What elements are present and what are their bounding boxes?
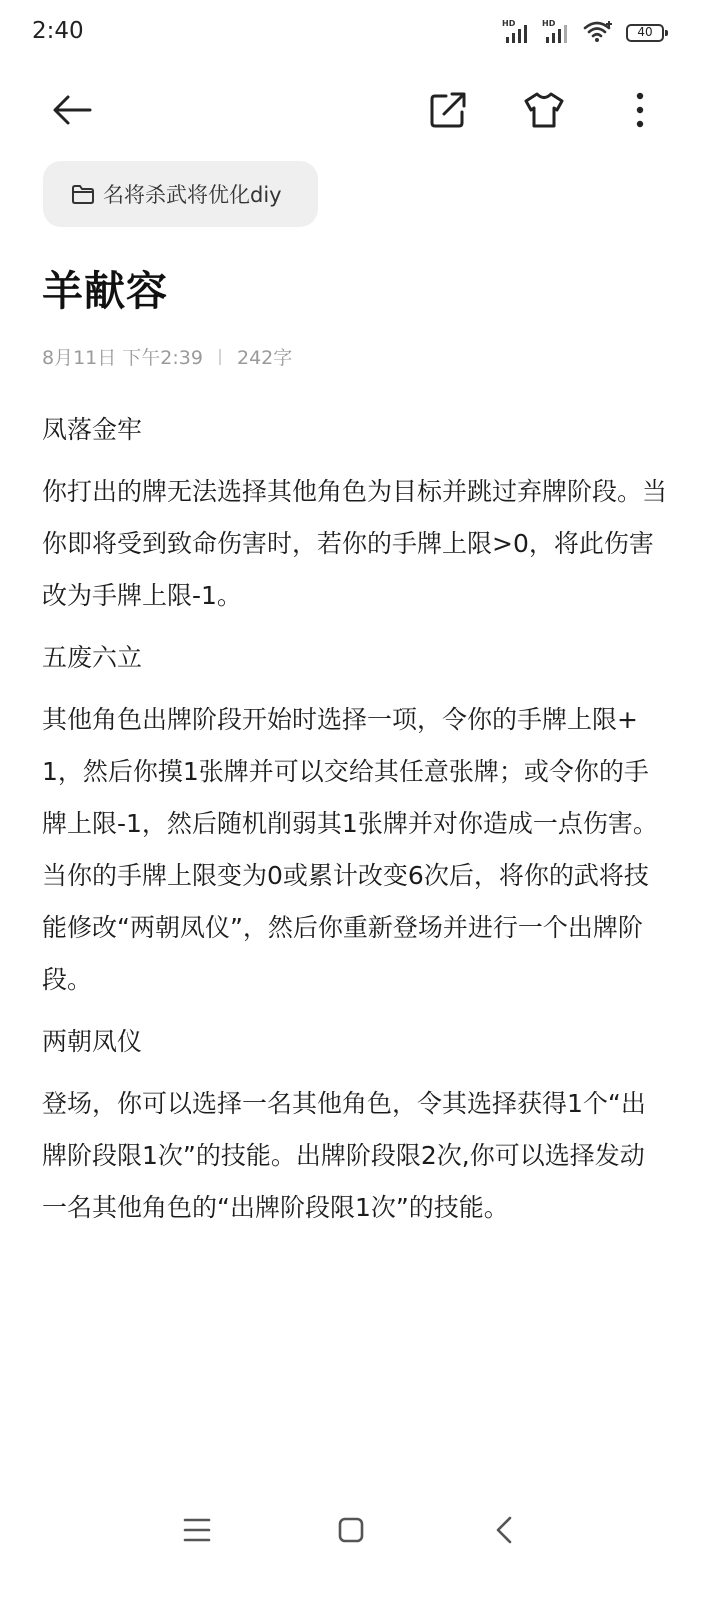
recent-apps-button[interactable]: [175, 1508, 219, 1552]
skill-name: 五废六立: [42, 643, 143, 672]
theme-button[interactable]: [520, 86, 568, 134]
signal-hd-label: HD: [502, 19, 516, 28]
menu-icon: [183, 1517, 211, 1543]
signal-icon: [542, 21, 574, 45]
note-meta: [42, 343, 292, 370]
status-icons: [502, 20, 664, 46]
signal-hd-label: HD: [542, 19, 556, 28]
back-button[interactable]: [48, 86, 96, 134]
skill-description: 登场，你可以选择一名其他角色，令其选择获得1个“出牌阶段限1次”的技能。出牌阶段限2次,你可以选择发动一名其他角色的“出牌阶段限1次”的技能。: [42, 1089, 646, 1222]
skill-description: 你打出的牌无法选择其他角色为目标并跳过弃牌阶段。当你即将受到致命伤害时，若你的手牌上限>0，将此伤害改为手牌上限-1。: [42, 477, 668, 610]
note-date: 8月11日 下午2:39: [42, 347, 203, 369]
navigation-bar: [0, 1500, 720, 1560]
home-button[interactable]: [329, 1508, 373, 1552]
folder-chip[interactable]: [43, 161, 318, 227]
skill-name: 凤落金牢: [42, 415, 143, 444]
skill-name: 两朝凤仪: [42, 1027, 143, 1056]
share-button[interactable]: [424, 86, 472, 134]
toolbar: [0, 72, 720, 148]
folder-label: 名将杀武将优化diy: [103, 183, 282, 207]
home-icon: [337, 1516, 365, 1544]
skill-description: 其他角色出牌阶段开始时选择一项，令你的手牌上限+1，然后你摸1张牌并可以交给其任意张牌；或令你的手牌上限-1，然后随机削弱其1张牌并对你造成一点伤害。当你的手牌上限变为0或累计改变6次后，将你的武将技能修改“两朝凤仪”，然后你重新登场并进行一个出牌阶段。: [42, 705, 658, 994]
meta-divider: [219, 349, 221, 365]
note-body[interactable]: [42, 404, 667, 1244]
folder-icon: [71, 183, 95, 205]
system-back-button[interactable]: [482, 1508, 526, 1552]
more-button[interactable]: [616, 86, 664, 134]
word-count: 242字: [236, 347, 293, 369]
status-bar: [0, 0, 720, 64]
status-time: 2:40: [32, 18, 84, 44]
note-title[interactable]: 羊献容: [42, 267, 168, 315]
share-icon: [428, 90, 468, 130]
battery-icon: [626, 24, 664, 42]
battery-level: 40: [637, 25, 653, 39]
back-arrow-icon: [50, 88, 94, 132]
more-vertical-icon: [634, 90, 646, 130]
signal-icon: [502, 21, 534, 45]
wifi-icon: [582, 19, 614, 47]
tshirt-icon: [523, 90, 565, 130]
back-icon: [494, 1515, 514, 1545]
